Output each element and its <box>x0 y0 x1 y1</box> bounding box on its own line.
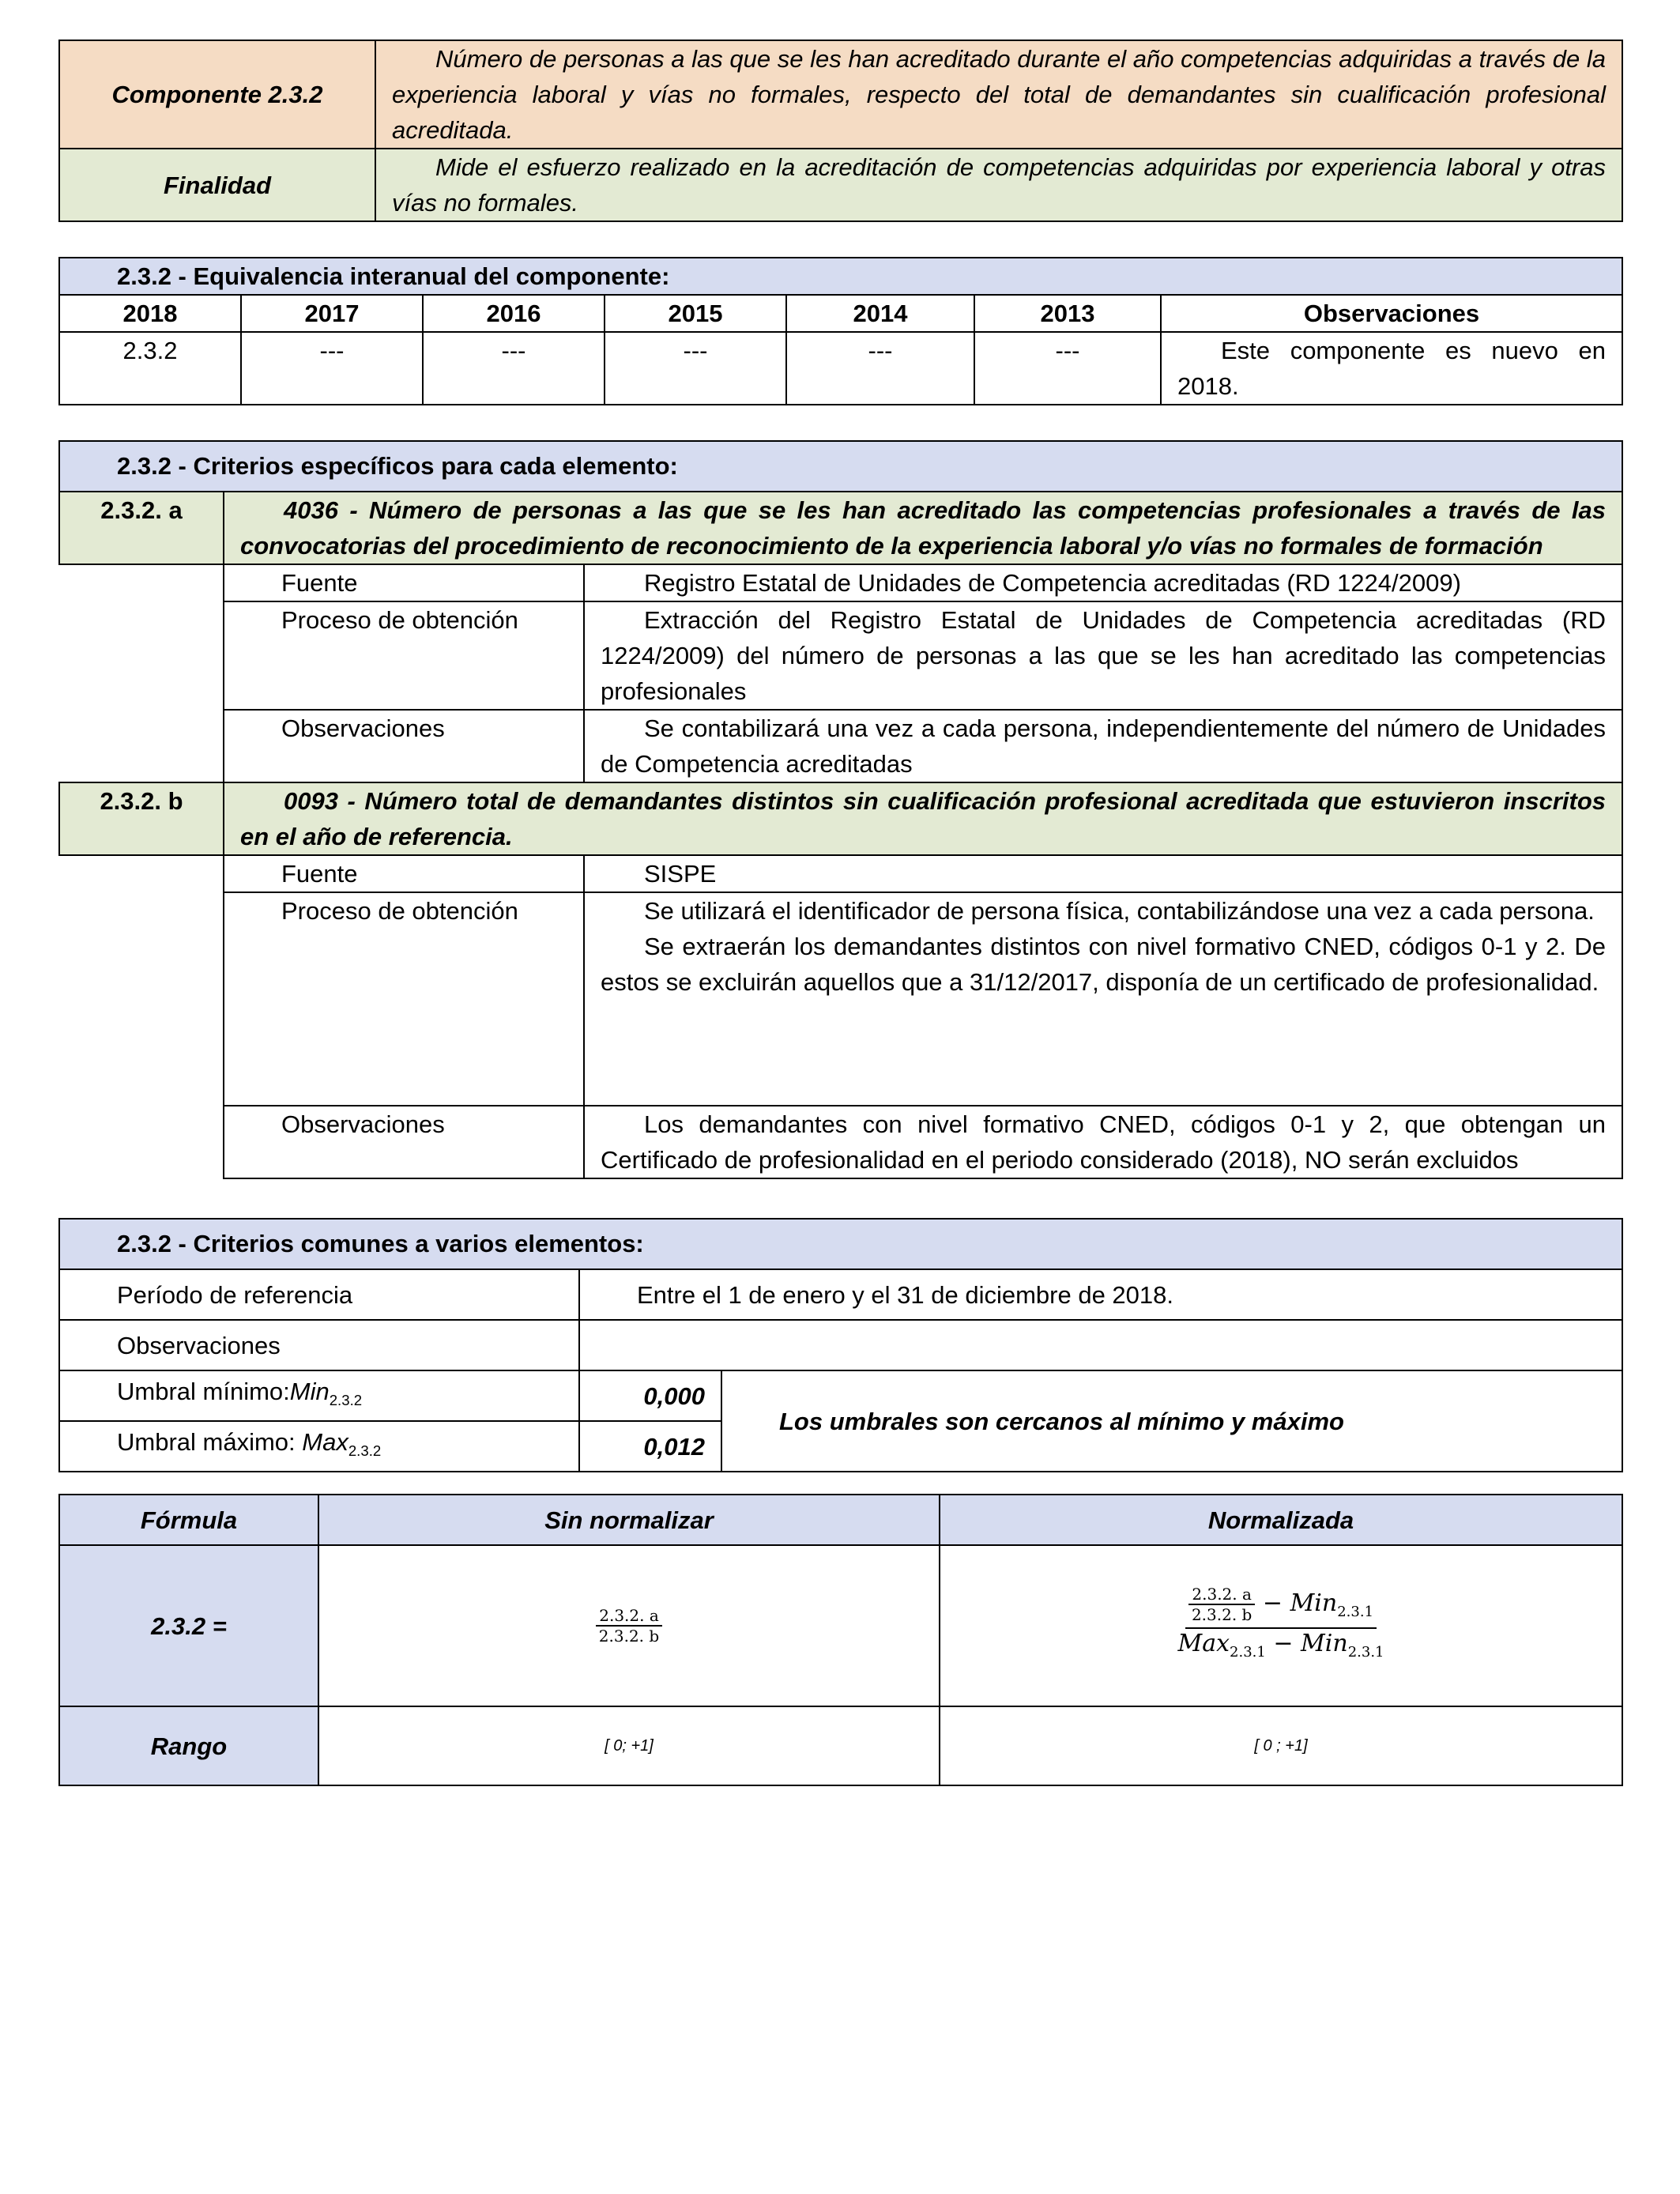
elem-a-fuente-label: Fuente <box>224 564 584 601</box>
fraction <box>596 1606 662 1646</box>
eq-header: 2017 <box>241 295 423 332</box>
normalized-numerator <box>1185 1585 1377 1629</box>
elem-a-obs: Se contabilizará una vez a cada persona, independientemente del número de Unidades de Competencia acreditadas <box>584 710 1622 782</box>
eq-header: 2016 <box>423 295 605 332</box>
formula-header: Normalizada <box>940 1495 1622 1545</box>
normalized-fraction <box>1175 1585 1388 1668</box>
inner-denominator: 2.3.2. b <box>1191 1604 1252 1624</box>
equivalencia-table <box>58 257 1623 405</box>
umbral-min-label <box>59 1370 579 1421</box>
min-sub: 2.3.1 <box>1337 1603 1374 1620</box>
umbral-max-sub: 2.3.2 <box>348 1442 382 1460</box>
umbral-min-sub: 2.3.2 <box>329 1392 363 1409</box>
umbral-max-text: Umbral máximo: <box>117 1427 303 1456</box>
umbral-max-value: 0,012 <box>579 1421 721 1472</box>
eq-header: 2015 <box>605 295 786 332</box>
umbral-min-var: Min <box>289 1377 330 1405</box>
formula-table <box>58 1494 1623 1786</box>
elem-a-proceso: Extracción del Registro Estatal de Unidades de Competencia acreditadas (RD 1224/2009) del número de personas a las que se les han acreditado las competencias profesionales <box>584 601 1622 710</box>
umbral-note: Los umbrales son cercanos al mínimo y máximo <box>721 1370 1622 1472</box>
minus-min: − Min <box>1262 1589 1338 1617</box>
eq-header: Observaciones <box>1161 295 1622 332</box>
formula-normalizada <box>940 1545 1622 1706</box>
eq-header: 2018 <box>59 295 241 332</box>
criterios-comunes-title: 2.3.2 - Criterios comunes a varios elementos: <box>59 1219 1622 1269</box>
formula-row-label: 2.3.2 = <box>59 1545 318 1706</box>
umbral-min-text: Umbral mínimo: <box>117 1377 290 1405</box>
inner-numerator: 2.3.2. a <box>1188 1585 1255 1605</box>
rango-sin: [ 0; +1] <box>318 1706 940 1785</box>
finalidad-label: Finalidad <box>59 149 375 221</box>
umbral-max-var: Max <box>302 1427 348 1456</box>
eq-cell: --- <box>974 332 1161 405</box>
umbral-max-label <box>59 1421 579 1472</box>
den-minus-min: − Min <box>1265 1629 1348 1657</box>
umbral-min-value: 0,000 <box>579 1370 721 1421</box>
eq-cell: --- <box>605 332 786 405</box>
component-table <box>58 40 1623 222</box>
componente-text: Número de personas a las que se les han acreditado durante el año competencias adquiridas a través de la experiencia laboral y vías no formales, respecto del total de demandantes sin cualificación profesional acreditada. <box>375 40 1622 149</box>
eq-header: 2014 <box>786 295 974 332</box>
obs-value <box>579 1320 1622 1370</box>
elem-b-proceso <box>584 892 1622 1106</box>
inner-fraction <box>1188 1585 1255 1624</box>
fraction-denominator: 2.3.2. b <box>598 1627 660 1646</box>
eq-cell: --- <box>241 332 423 405</box>
elem-b-fuente-label: Fuente <box>224 855 584 892</box>
max-sub: 2.3.1 <box>1230 1643 1266 1661</box>
elem-a-fuente: Registro Estatal de Unidades de Competencia acreditadas (RD 1224/2009) <box>584 564 1622 601</box>
den-max: Max <box>1177 1629 1230 1657</box>
elem-b-title: 0093 - Número total de demandantes distintos sin cualificación profesional acreditada que estuvieron inscritos en el año de referencia. <box>224 782 1622 855</box>
eq-cell: --- <box>423 332 605 405</box>
elem-a-proceso-label: Proceso de obtención <box>224 601 584 710</box>
eq-header: 2013 <box>974 295 1161 332</box>
elem-a-code: 2.3.2. a <box>59 492 224 564</box>
spacer <box>59 564 224 782</box>
elem-b-proceso-2: Se extraerán los demandantes distintos con nivel formativo CNED, códigos 0-1 y 2. De estos se excluirán aquellos que a 31/12/2017, disponía de un certificado de profesionalidad. <box>601 933 1606 996</box>
finalidad-text: Mide el esfuerzo realizado en la acreditación de competencias adquiridas por experiencia laboral y otras vías no formales. <box>375 149 1622 221</box>
componente-label: Componente 2.3.2 <box>59 40 375 149</box>
formula-header: Fórmula <box>59 1495 318 1545</box>
criterios-especificos-title: 2.3.2 - Criterios específicos para cada elemento: <box>59 441 1622 492</box>
elem-b-fuente: SISPE <box>584 855 1622 892</box>
criterios-especificos-table <box>58 440 1623 1179</box>
formula-sin-normalizar <box>318 1545 940 1706</box>
eq-observaciones: Este componente es nuevo en 2018. <box>1161 332 1622 405</box>
elem-b-obs-label: Observaciones <box>224 1106 584 1178</box>
obs-label: Observaciones <box>59 1320 579 1370</box>
elem-a-obs-label: Observaciones <box>224 710 584 782</box>
rango-norm: [ 0 ; +1] <box>940 1706 1622 1785</box>
formula-header: Sin normalizar <box>318 1495 940 1545</box>
elem-b-proceso-1: Se utilizará el identificador de persona física, contabilizándose una vez a cada persona. <box>644 897 1595 925</box>
elem-b-code: 2.3.2. b <box>59 782 224 855</box>
elem-b-obs: Los demandantes con nivel formativo CNED, códigos 0-1 y 2, que obtengan un Certificado de profesionalidad en el periodo considerado (2018), NO serán excluidos <box>584 1106 1622 1178</box>
normalized-denominator <box>1175 1629 1388 1668</box>
elem-b-proceso-label: Proceso de obtención <box>224 892 584 1106</box>
min-sub-2: 2.3.1 <box>1347 1643 1384 1661</box>
equivalencia-title: 2.3.2 - Equivalencia interanual del componente: <box>59 258 1622 295</box>
elem-a-title: 4036 - Número de personas a las que se les han acreditado las competencias profesionales a través de las convocatorias del procedimiento de reconocimiento de la experiencia laboral y/o vías no formales de formación <box>224 492 1622 564</box>
rango-label: Rango <box>59 1706 318 1785</box>
eq-cell: 2.3.2 <box>59 332 241 405</box>
periodo-value: Entre el 1 de enero y el 31 de diciembre de 2018. <box>579 1269 1622 1320</box>
eq-cell: --- <box>786 332 974 405</box>
spacer <box>59 855 224 1178</box>
criterios-comunes-table <box>58 1218 1623 1472</box>
fraction-numerator: 2.3.2. a <box>596 1606 662 1627</box>
periodo-label: Período de referencia <box>59 1269 579 1320</box>
